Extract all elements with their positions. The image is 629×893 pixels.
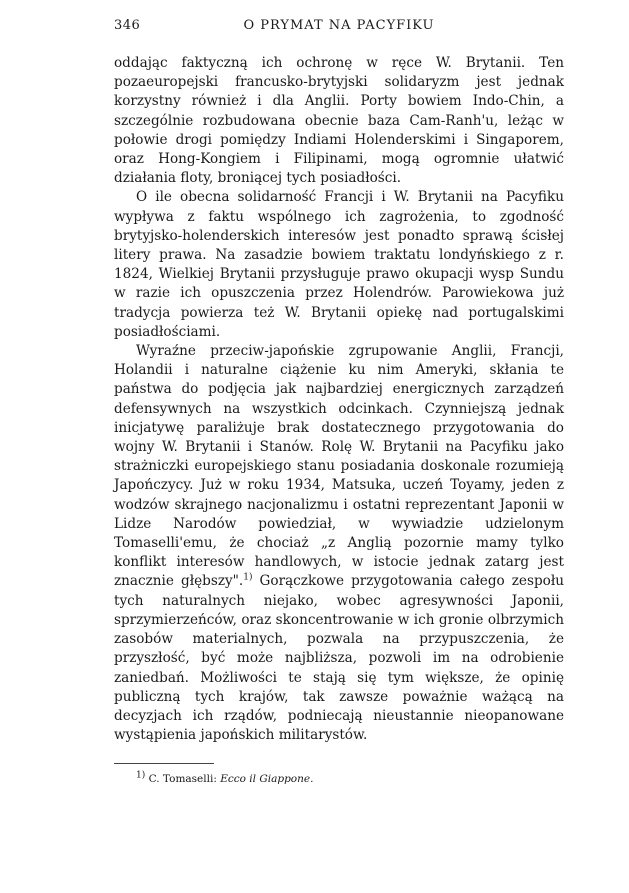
footnote-title: Ecco il Giappone. [220,773,314,786]
paragraph-3 [114,342,564,745]
paragraph-3-text: Wyraźne przeciw-japońskie zgrupowanie Anglii, Francji, Holandii i naturalne ciążenie ku nim Ameryki, skłania te państwa do podjęcia jak najbardziej energicznych zarządzeń defensywnych na wszystkich odcinkach. Czynniejszą jednak inicjatywę paraliżuje brak dostatecznego przygotowania do wojny W. Brytanii i Stanów. Rolę W. Brytanii na Pacyfiku jako strażniczki europejskiego stanu posiadania doskonale rozumieją Japończycy. Już w roku 1934, Matsuka, uczeń Toyamy, jeden z wodzów skrajnego nacjonalizmu i ostatni reprezentant Japonii w Lidze Narodów powiedział, w wywiadzie udzielonym Tomaselli'emu, że chociaż „z Anglią pozornie mamy tylko konflikt interesów handlowych, w istocie jednak zatarg jest znacznie głębszy". [114,343,564,590]
footnote-author: C. Tomaselli: [148,773,217,786]
page-number: 346 [114,18,141,33]
footnote-reference: 1) [243,572,253,583]
running-title: O PRYMAT NA PACYFIKU [243,18,435,33]
footnote-divider [114,763,214,764]
footnote [114,772,564,786]
book-page [114,12,564,786]
paragraph-1: oddając faktyczną ich ochronę w ręce W. Brytanii. Ten pozaeuropejski francusko-brytyjski solidaryzm jest jednak korzystny również i dla Anglii. Porty bowiem Indo-Chin, a szczególnie rozbudowana obecnie baza Cam-Ranh'u, leżąc w połowie drogi pomiędzy Indiami Holenderskimi i Singaporem, oraz Hong-Kongiem i Filipinami, mogą ogromnie ułatwić działania floty, broniącej tych posiadłości. [114,55,564,187]
paragraph-2: O ile obecna solidarność Francji i W. Brytanii na Pacyfiku wypływa z faktu wspólnego ich zagrożenia, to zgodność brytyjsko-holenderskich interesów jest ponadto sprawą ścisłej litery prawa. Na zasadzie bowiem traktatu londyńskiego z r. 1824, Wielkiej Brytanii przysługuje prawo okupacji wysp Sundu w razie ich opuszczenia przez Holendrów. Parowiekowa już tradycja powierza też W. Brytanii opiekę nad portugalskimi posiadłościami. [114,189,564,340]
paragraph-3-continuation: Gorączkowe przygotowania całego zespołu tych naturalnych niejako, wobec agresywności Japonii, sprzymierzeńców, oraz skoncentrowanie w ich gronie olbrzymich zasobów materialnych, pozwala na przypuszczenia, że przyszłość, być może najbliższa, pozwoli im na odrobienie zaniedbań. Możliwości te stają się tym większe, że opinię publiczną tych krajów, tak zawsze poważnie ważącą na decyzjach ich rządów, podniecają nieustannie nieopanowane wystąpienia japońskich militarystów. [114,573,564,744]
footnote-marker: 1) [136,770,146,781]
page-header [114,12,564,36]
body-text [114,54,564,745]
